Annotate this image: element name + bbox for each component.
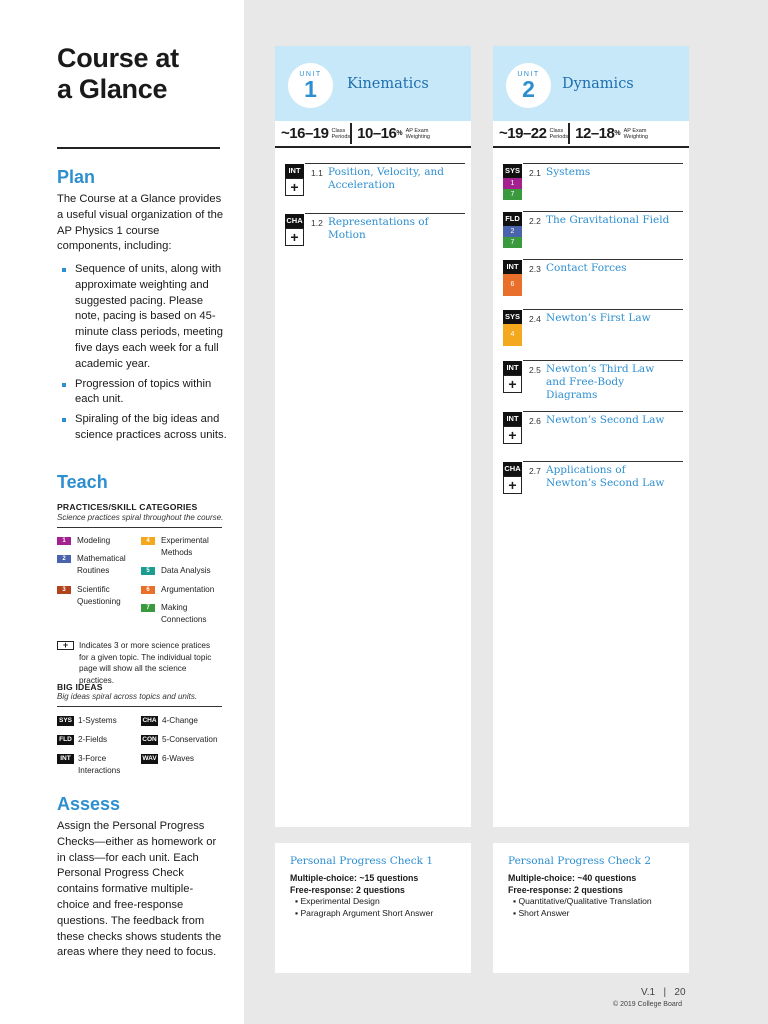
bigidea-label: 4-Change <box>162 716 198 725</box>
topic-title-link[interactable]: Newton’s First Law <box>546 312 651 324</box>
bigidea-tag: CHA <box>503 462 522 476</box>
ppc-item: ▪ Experimental Design <box>295 896 380 906</box>
practice-swatch: 2 <box>57 555 71 563</box>
practice-legend-item <box>141 535 221 558</box>
topic-number: 1.1 <box>311 168 323 178</box>
topic-row[interactable] <box>503 163 683 208</box>
unit-1-title: Kinematics <box>347 76 429 92</box>
topic-row[interactable] <box>503 309 683 354</box>
practice-swatch: 1 <box>503 178 522 189</box>
topic-tags <box>285 164 304 196</box>
topic-divider <box>523 309 683 310</box>
bigidea-tag: INT <box>503 412 522 426</box>
unit-1-badge <box>288 63 333 108</box>
topic-number: 2.1 <box>529 168 541 178</box>
version-label: V.1 <box>641 987 656 998</box>
bigidea-tag: INT <box>503 260 522 274</box>
topic-row[interactable] <box>503 360 683 408</box>
practice-legend-item <box>141 565 211 577</box>
practice-swatch: 1 <box>57 537 71 545</box>
ppc-1-card <box>275 843 471 973</box>
bigidea-tag: FLD <box>57 735 74 745</box>
topic-number: 2.3 <box>529 264 541 274</box>
topic-tags <box>503 260 522 296</box>
topic-number: 2.5 <box>529 365 541 375</box>
practice-swatch: 7 <box>141 604 155 612</box>
topic-title-link[interactable]: Representations of Motion <box>328 216 429 241</box>
ppc-free-response: Free-response: 2 questions <box>290 885 405 895</box>
topic-row[interactable] <box>285 163 465 208</box>
exam-weighting <box>350 123 430 144</box>
practice-legend-item <box>141 584 214 596</box>
exam-weighting <box>568 123 648 144</box>
topic-row[interactable] <box>503 411 683 456</box>
unit-number: 2 <box>522 76 535 102</box>
practice-swatch: 4 <box>503 324 522 346</box>
class-periods-label <box>331 128 350 140</box>
class-periods-value: ~16–19 <box>281 125 329 142</box>
assess-text: Assign the Personal Progress Checks—either as homework or in class—for each unit. Each Personal Progress Check contains formative multiple-choice and free-response questions. The feedback from these checks shows students the areas where they need to focus. <box>57 820 222 959</box>
topic-title-link[interactable]: The Gravitational Field <box>546 214 670 226</box>
teach-heading: Teach <box>57 472 108 492</box>
practice-swatch: 2 <box>503 226 522 237</box>
page-footer <box>641 987 686 998</box>
topic-tags <box>503 412 522 444</box>
class-periods <box>493 125 568 142</box>
topic-divider <box>523 259 683 260</box>
topic-tags <box>285 214 304 246</box>
plan-bullet-list <box>62 262 227 448</box>
bigidea-label: 5-Conservation <box>162 735 218 744</box>
bigidea-legend-item <box>57 734 107 746</box>
title-line-2: a Glance <box>57 74 168 104</box>
topic-divider <box>305 213 465 214</box>
bigidea-label: 1-Systems <box>78 716 117 725</box>
ppc-2-card <box>493 843 689 973</box>
bigidea-label: 2-Fields <box>78 735 108 744</box>
practice-label: Making Connections <box>161 603 207 624</box>
topic-title-link[interactable]: Systems <box>546 166 591 178</box>
practice-swatch: 6 <box>503 274 522 296</box>
plus-icon: + <box>503 375 522 393</box>
topic-title-link[interactable]: Applications of Newton’s Second Law <box>546 464 665 489</box>
plus-icon: + <box>285 228 304 246</box>
bigideas-divider <box>57 706 222 707</box>
practice-label: Scientific Questioning <box>77 585 121 606</box>
unit-word: UNIT <box>299 71 322 78</box>
ppc-title-link[interactable]: Personal Progress Check 1 <box>290 855 434 867</box>
percent-sign: % <box>614 130 621 137</box>
percent-sign: % <box>396 130 403 137</box>
bigidea-label: 3-Force Interactions <box>78 754 121 775</box>
practice-legend-item <box>57 584 137 607</box>
topic-number: 2.7 <box>529 466 541 476</box>
topic-title-link[interactable]: Contact Forces <box>546 262 627 274</box>
bigidea-tag: FLD <box>503 212 522 226</box>
plus-icon: + <box>285 178 304 196</box>
practice-label: Experimental Methods <box>161 536 209 557</box>
plus-icon: + <box>503 426 522 444</box>
practice-legend-item <box>141 602 221 625</box>
plan-bullet: Spiraling of the big ideas and science practices across units. <box>62 412 227 444</box>
unit-2-title: Dynamics <box>562 76 634 92</box>
topic-tags <box>503 462 522 494</box>
topic-row[interactable] <box>285 213 465 258</box>
unit-number: 1 <box>304 76 317 102</box>
bigidea-legend-item <box>141 753 194 765</box>
practice-swatch: 3 <box>57 586 71 594</box>
class-periods <box>275 125 350 142</box>
unit-1-header <box>275 46 471 121</box>
practices-note: Science practices spiral throughout the course. <box>57 513 224 522</box>
label-line: Class <box>331 127 346 134</box>
practice-swatch: 7 <box>503 189 522 200</box>
practice-label: Argumentation <box>161 585 215 594</box>
practice-label: Mathematical Routines <box>77 554 126 575</box>
bigidea-legend-item <box>57 753 137 776</box>
bigideas-note: Big ideas spiral across topics and units. <box>57 692 198 701</box>
topic-number: 1.2 <box>311 218 323 228</box>
practice-label: Data Analysis <box>161 566 211 575</box>
class-periods-label <box>549 128 568 140</box>
topic-divider <box>523 360 683 361</box>
label-line: Periods <box>549 133 569 140</box>
exam-weighting-label <box>406 128 430 140</box>
topic-title-link[interactable]: Newton’s Third Law and Free-Body Diagrams <box>546 363 655 401</box>
bigidea-tag: SYS <box>503 310 522 324</box>
unit-2-panel <box>493 46 689 827</box>
exam-weighting-value: 10–16 <box>357 125 397 142</box>
ppc-item: ▪ Quantitative/Qualitative Translation <box>513 896 652 906</box>
practice-legend-item <box>57 553 137 576</box>
topic-divider <box>523 461 683 462</box>
bigidea-label: 6-Waves <box>162 754 194 763</box>
practices-divider <box>57 527 222 528</box>
practice-swatch: 4 <box>141 537 155 545</box>
page-number: 20 <box>674 987 686 998</box>
ppc-item-text: Quantitative/Qualitative Translation <box>518 896 652 906</box>
unit-2-badge <box>506 63 551 108</box>
ppc-free-response: Free-response: 2 questions <box>508 885 623 895</box>
bigidea-tag: CHA <box>142 716 157 724</box>
label-line: AP Exam <box>405 127 429 134</box>
plus-icon: + <box>57 641 74 650</box>
practices-heading: PRACTICES/SKILL CATEGORIES <box>57 502 198 512</box>
plus-legend-text: Indicates 3 or more science pratices for a given topic. The individual topic page will show all the science practices. <box>79 641 212 685</box>
topic-tags <box>503 361 522 393</box>
topic-tags <box>503 164 522 200</box>
label-line: AP Exam <box>623 127 647 134</box>
topic-title-link[interactable]: Newton’s Second Law <box>546 414 665 426</box>
practice-swatch: 6 <box>141 586 155 594</box>
topic-row[interactable] <box>503 211 683 256</box>
bigidea-tag: SYS <box>58 716 72 724</box>
bigidea-tag: INT <box>503 361 522 375</box>
class-periods-value: ~19–22 <box>499 125 547 142</box>
topic-tags <box>503 212 522 248</box>
topic-tags <box>503 310 522 346</box>
title-divider <box>57 147 220 149</box>
bigideas-heading: BIG IDEAS <box>57 682 103 692</box>
bigidea-tag: CHA <box>285 214 304 228</box>
topic-title-link[interactable]: Position, Velocity, and Acceleration <box>328 166 444 191</box>
label-line: Weighting <box>405 133 430 140</box>
practice-label: Modeling <box>77 536 111 545</box>
topic-divider <box>523 411 683 412</box>
ppc-item-text: Paragraph Argument Short Answer <box>300 908 434 918</box>
sidebar <box>0 0 244 1024</box>
topic-divider <box>305 163 465 164</box>
plus-icon: + <box>503 476 522 494</box>
copyright: © 2019 College Board <box>613 1001 682 1008</box>
practice-legend-item <box>57 535 110 547</box>
practice-swatch: 7 <box>503 237 522 248</box>
topic-divider <box>523 211 683 212</box>
ppc-item-text: Experimental Design <box>300 896 380 906</box>
bigidea-legend-item <box>141 734 218 746</box>
ppc-item: ▪ Paragraph Argument Short Answer <box>295 908 434 918</box>
topic-row[interactable] <box>503 461 683 506</box>
plan-bullet: Progression of topics within each unit. <box>62 377 227 409</box>
label-line: Class <box>549 127 564 134</box>
bigidea-tag: WAV <box>142 754 157 762</box>
label-line: Periods <box>331 133 351 140</box>
bigidea-legend-item <box>141 715 198 727</box>
ppc-multiple-choice: Multiple-choice: ~15 questions <box>290 873 419 883</box>
topic-divider <box>523 163 683 164</box>
bigidea-tag: CON <box>142 735 157 743</box>
exam-weighting-label <box>624 128 648 140</box>
plus-legend <box>57 640 222 686</box>
bigidea-tag: INT <box>57 754 74 764</box>
assess-heading: Assess <box>57 794 121 814</box>
unit-1-pacing <box>275 121 471 148</box>
bigidea-tag: INT <box>285 164 304 178</box>
unit-2-pacing <box>493 121 689 148</box>
topic-number: 2.2 <box>529 216 541 226</box>
plan-heading: Plan <box>57 167 96 187</box>
label-line: Weighting <box>623 133 648 140</box>
unit-1-panel <box>275 46 471 827</box>
topic-number: 2.6 <box>529 416 541 426</box>
exam-weighting-value: 12–18 <box>575 125 615 142</box>
practice-swatch: 5 <box>141 567 155 575</box>
plan-intro: The Course at a Glance provides a useful visual organization of the AP Physics 1 course components, including: <box>57 193 224 253</box>
ppc-item-text: Short Answer <box>518 908 570 918</box>
bigidea-tag: SYS <box>503 164 522 178</box>
footer-separator: | <box>663 987 667 998</box>
page-title <box>57 43 232 105</box>
ppc-multiple-choice: Multiple-choice: ~40 questions <box>508 873 637 883</box>
topic-number: 2.4 <box>529 314 541 324</box>
title-line-1: Course at <box>57 43 179 73</box>
unit-2-header <box>493 46 689 121</box>
unit-word: UNIT <box>517 71 540 78</box>
ppc-title-link[interactable]: Personal Progress Check 2 <box>508 855 652 867</box>
topic-row[interactable] <box>503 259 683 304</box>
bigidea-legend-item <box>57 715 117 727</box>
ppc-item: ▪ Short Answer <box>513 908 570 918</box>
plan-bullet: Sequence of units, along with approximate weighting and suggested pacing. Please note, pacing is based on 45-minute class periods, meeting five days each week for a full academic year. <box>62 262 227 373</box>
